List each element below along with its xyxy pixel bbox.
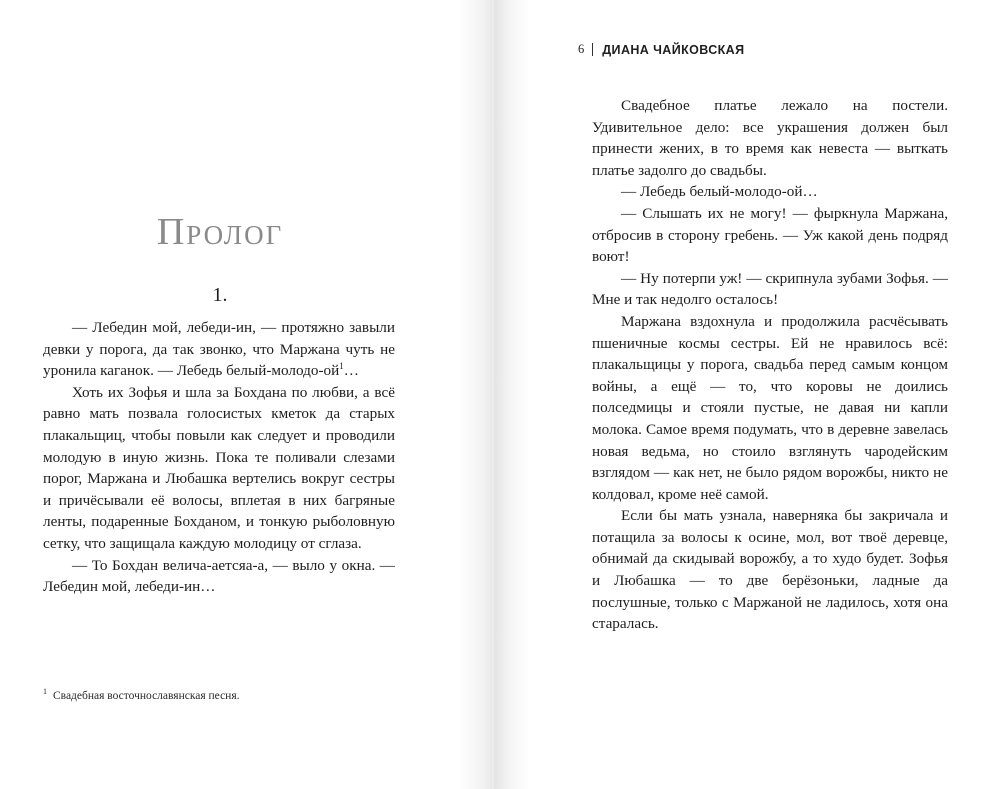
- section-number: 1.: [212, 284, 228, 306]
- chapter-title: Пролог: [156, 211, 284, 253]
- paragraph: Маржана вздохнула и продолжила расчёсывать пшеничные космы сестры. Ей не нравилось всё: плакальщицы у порога, свадьба перед самым концом войны, а ещё — то, что коровы не доились полседмицы и стояли пустые, не давая ни капли молока. Самое время подумать, что в деревне завелась новая ведьма, но стоило взглянуть чародейским взглядом — как нет, не было рядом ворожбы, никто не колдовал, кроме неё самой.: [592, 312, 948, 503]
- left-page: [0, 0, 494, 789]
- right-body-text: [592, 95, 948, 635]
- running-head: [578, 42, 744, 57]
- left-body-text: [43, 317, 395, 598]
- footnote-text: Свадебная восточнославянская песня.: [53, 690, 240, 702]
- running-head-divider: [592, 43, 593, 56]
- paragraph: [43, 317, 395, 382]
- footnote-reference[interactable]: 1: [339, 361, 344, 372]
- author-name: ДИАНА ЧАЙКОВСКАЯ: [602, 42, 745, 57]
- paragraph: — То Бохдан велича-аетсяа-а, — выло у окна. — Лебедин мой, лебеди-ин…: [43, 556, 395, 596]
- page-number: 6: [578, 42, 585, 56]
- paragraph: Если бы мать узнала, наверняка бы закричала и потащила за волосы к осине, мол, вот твоё деревце, обнимай да скидывай ворожбу, а то худо будет. Зофья и Любашка — то две берёзоньки, ладные да послушные, только с Маржаной не ладилось, хотя она старалась.: [592, 507, 948, 633]
- footnote: [43, 689, 395, 704]
- paragraph-text: — Лебедин мой, лебеди-ин, — протяжно завыли девки у порога, да так звонко, что Маржана чуть не уронила каганок. — Лебедь белый-молодо-ой: [43, 319, 395, 380]
- paragraph: Свадебное платье лежало на постели. Удивительное дело: все украшения должен был принести жених, в то время как невеста — выткать платье задолго до свадьбы.: [592, 97, 948, 179]
- paragraph: — Ну потерпи уж! — скрипнула зубами Зофья. — Мне и так недолго осталось!: [592, 269, 948, 309]
- paragraph-ellipsis: …: [343, 362, 359, 380]
- footnote-mark: 1: [43, 687, 47, 697]
- paragraph: — Слышать их не могу! — фыркнула Маржана, отбросив в сторону гребень. — Уж какой день подряд воют!: [592, 204, 948, 266]
- paragraph: — Лебедь белый-молодо-ой…: [621, 183, 818, 201]
- paragraph: Хоть их Зофья и шла за Бохдана по любви, а всё равно мать позвала голосистых кметок да старых плакальщиц, чтобы повыли как следует и проводили молодую в иную жизнь. Пока те поливали слезами порог, Маржана и Любашка вертелись вокруг сестры и причёсывали её волосы, вплетая в них багряные ленты, подаренные Бохданом, и тонкую рыболовную сетку, что защищала каждую молодицу от сглаза.: [43, 383, 395, 552]
